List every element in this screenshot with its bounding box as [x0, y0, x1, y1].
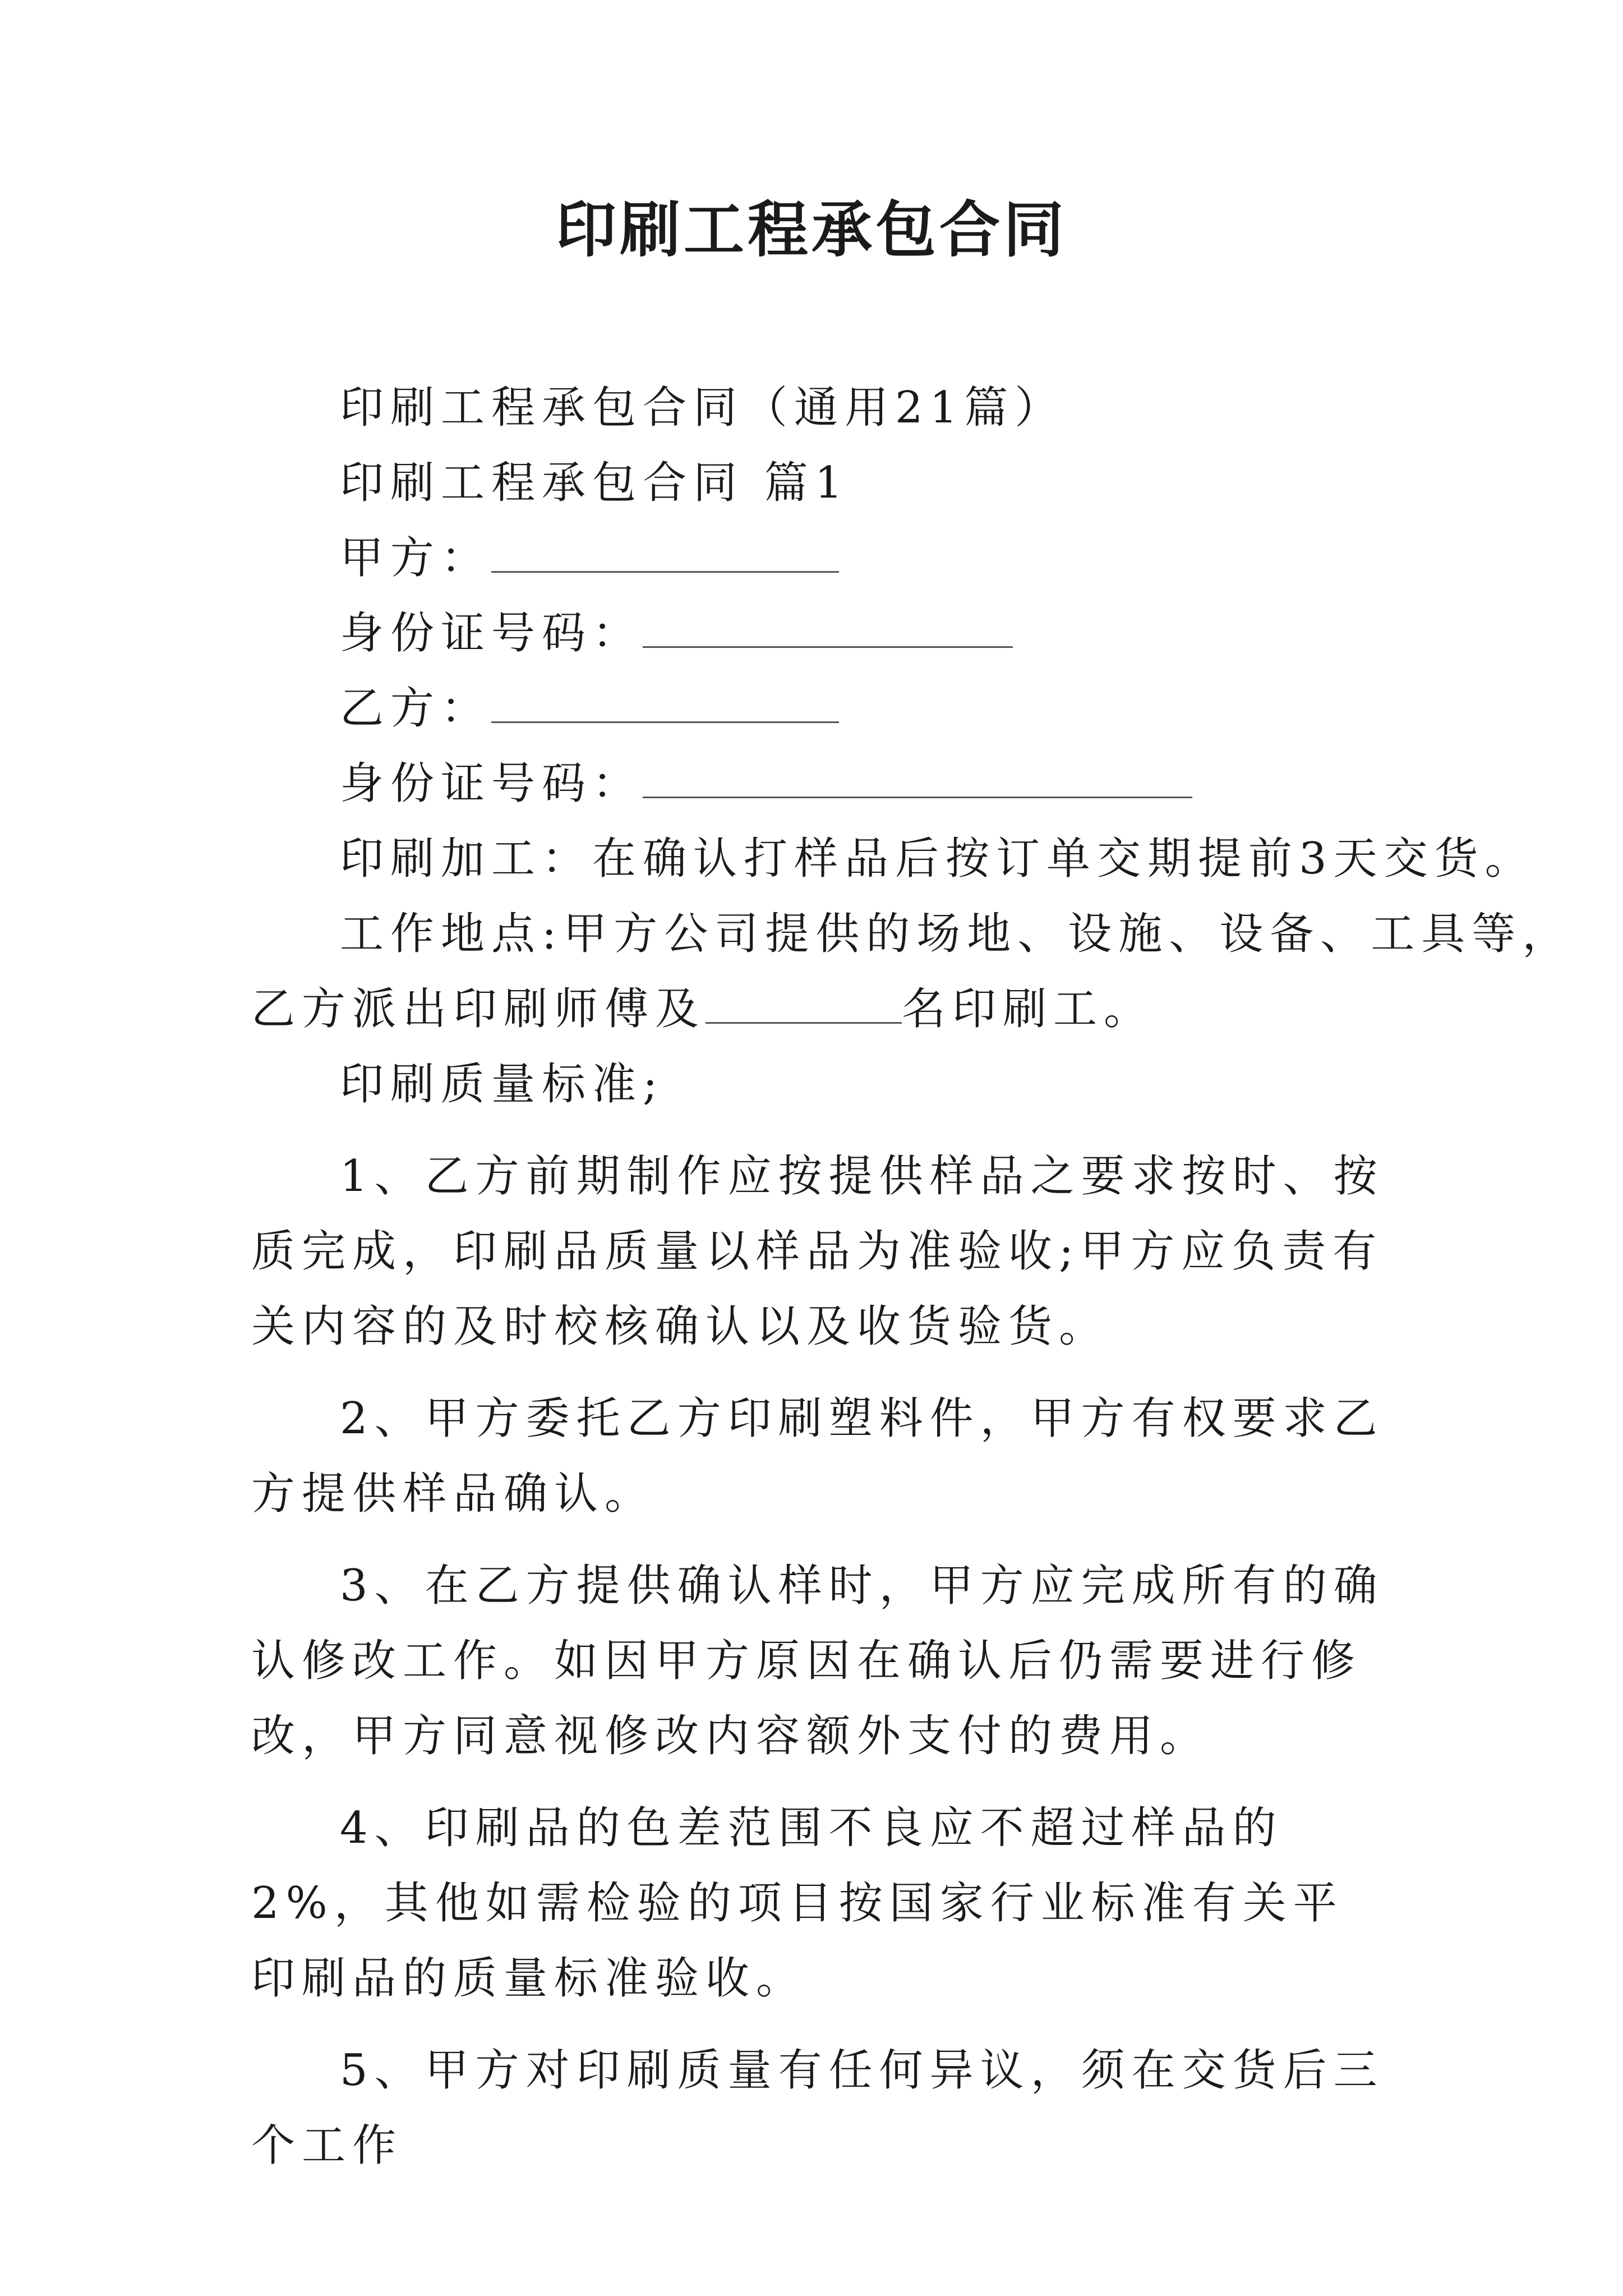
- party-b-line: [251, 671, 1390, 746]
- party-b-id-label: 身份证号码：: [340, 758, 643, 809]
- printing-process-line: 印刷加工：在确认打样品后按订单交期提前3天交货。: [340, 834, 1536, 884]
- clause-3: 3、在乙方提供确认样时，甲方应完成所有的确认修改工作。如因甲方原因在确认后仍需要进行修改，甲方同意视修改内容额外支付的费用。: [251, 1561, 1384, 1761]
- clause-4: 4、印刷品的色差范围不良应不超过样品的2%，其他如需检验的项目按国家行业标准有关平印刷品的质量标准验收。: [251, 1803, 1344, 2004]
- party-a-id-line: [251, 596, 1390, 671]
- party-b-blank: [491, 681, 839, 723]
- clause-5: 5、甲方对印刷质量有任何异议，须在交货后三个工作: [251, 2045, 1384, 2171]
- work-location-text: 乙方派出印刷师傅及: [251, 984, 706, 1034]
- party-a-id-blank: [643, 606, 1013, 648]
- party-a-line: [251, 521, 1390, 596]
- party-b-id-line: [251, 746, 1390, 821]
- party-a-id-label: 身份证号码：: [340, 608, 643, 659]
- document-subtitle: 印刷工程承包合同（通用21篇）: [340, 383, 1066, 433]
- section-heading: 印刷工程承包合同 篇1: [340, 458, 850, 508]
- party-a-label: 甲方：: [340, 533, 492, 583]
- worker-count-blank: [706, 982, 902, 1024]
- clause-1: [251, 1139, 1390, 1364]
- work-location-line-1: 工作地点:甲方公司提供的场地、设施、设备、工具等，: [340, 909, 1573, 959]
- party-b-label: 乙方：: [340, 683, 492, 734]
- clause-2: 2、甲方委托乙方印刷塑料件，甲方有权要求乙方提供样品确认。: [251, 1393, 1384, 1519]
- document-title: 印刷工程承包合同: [555, 195, 1067, 265]
- document-body: [251, 370, 1573, 2183]
- party-b-id-blank: [643, 756, 1192, 798]
- quality-heading: 印刷质量标准;: [340, 1059, 665, 1110]
- clause-1-text: 1、乙方前期制作应按提供样品之要求按时、按质完成，印刷品质量以样品为准验收;甲方应负责有关内容的及时校核确认以及收货验货。: [251, 1151, 1384, 1352]
- party-a-blank: [491, 531, 839, 573]
- work-location-line-2: [251, 972, 1390, 1047]
- work-location-text-end: 名印刷工。: [902, 984, 1155, 1034]
